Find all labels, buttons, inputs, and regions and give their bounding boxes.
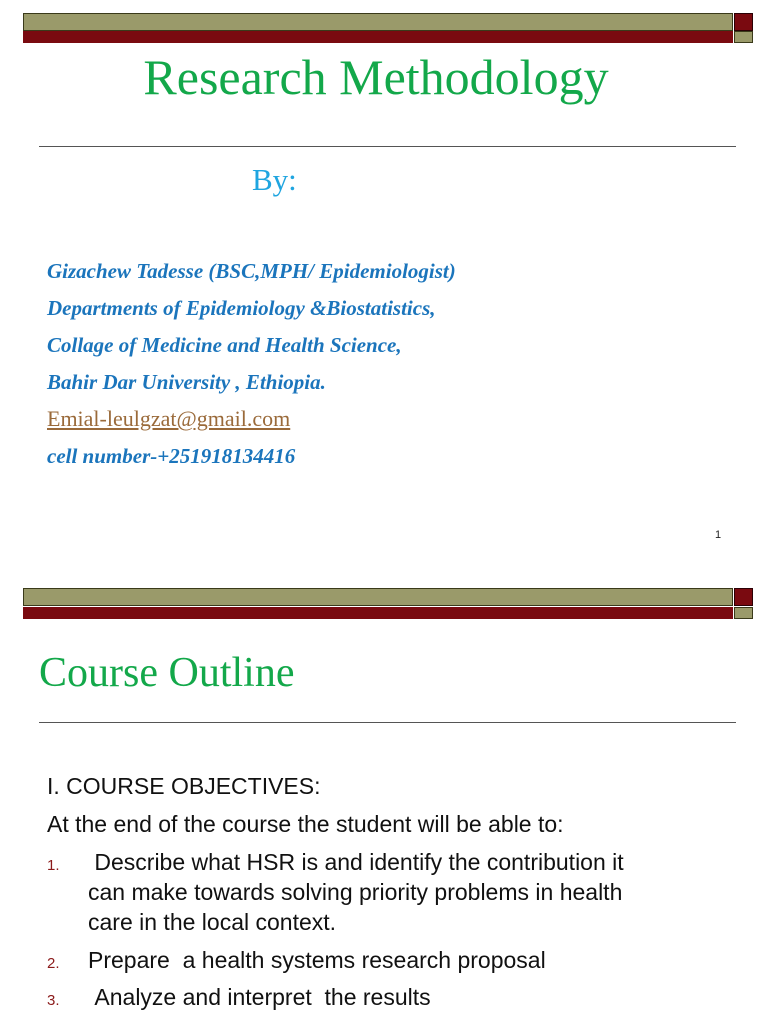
- title-divider: [39, 722, 736, 723]
- slide-title: Course Outline: [39, 650, 295, 696]
- objectives-intro: At the end of the course the student will be able to:: [47, 811, 564, 837]
- header-square-olive: [734, 607, 753, 619]
- header-bar-olive: [23, 588, 733, 606]
- author-college: Collage of Medicine and Health Science,: [47, 333, 402, 357]
- header-square-olive: [734, 31, 753, 43]
- list-number: 1.: [47, 857, 60, 874]
- header-square-maroon: [734, 588, 753, 606]
- author-name: Gizachew Tadesse (BSC,MPH/ Epidemiologist): [47, 259, 456, 283]
- by-label: By:: [252, 162, 297, 197]
- list-text: Analyze and interpret the results: [88, 984, 431, 1010]
- page-number: 1: [715, 529, 722, 541]
- list-number: 3.: [47, 992, 60, 1009]
- email-link[interactable]: Emial-leulgzat@gmail.com: [47, 406, 291, 431]
- list-text: Prepare a health systems research proposal: [88, 947, 546, 973]
- slide-title: Research Methodology: [143, 49, 609, 105]
- slide-2: [0, 566, 768, 1024]
- header-bar-maroon: [23, 607, 733, 619]
- title-divider: [39, 146, 736, 147]
- author-department: Departments of Epidemiology &Biostatistics,: [47, 296, 436, 320]
- list-number: 2.: [47, 955, 60, 972]
- header-bar-maroon: [23, 31, 733, 43]
- author-university: Bahir Dar University , Ethiopia.: [47, 370, 326, 394]
- section-heading: I. COURSE OBJECTIVES:: [47, 773, 321, 799]
- cell-number: cell number-+251918134416: [47, 444, 296, 468]
- header-bar-olive: [23, 13, 733, 31]
- list-text: Describe what HSR is and identify the contribution it can make towards solving priority problems in health care in the local context.: [88, 849, 624, 935]
- header-square-maroon: [734, 13, 753, 31]
